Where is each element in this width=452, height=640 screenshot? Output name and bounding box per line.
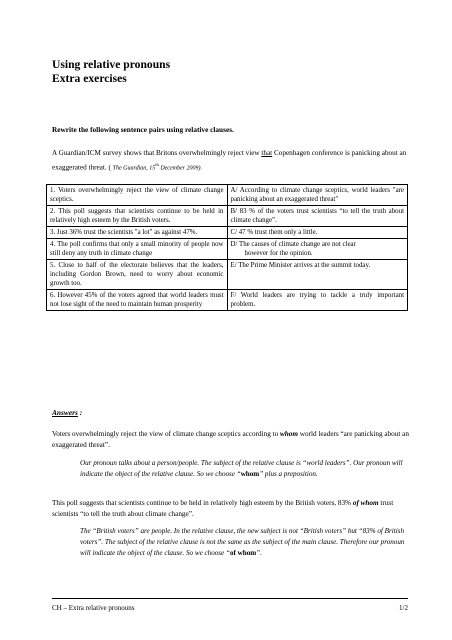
answers-heading-suffix: : bbox=[77, 408, 83, 417]
intro-date-sup: th bbox=[155, 162, 159, 167]
table-row bbox=[47, 206, 408, 227]
table-row bbox=[47, 239, 408, 260]
page-number: 1/2 bbox=[399, 604, 408, 612]
intro-date-post: December 2009). bbox=[158, 165, 202, 172]
intro-text-2: Copenhagen conference is panicking about an exaggerated threat. ( bbox=[52, 149, 407, 172]
intro-underlined: that bbox=[261, 149, 273, 157]
table-cell-right: B/ 83 % of the voters trust scientists “to tell the truth about climate change”. bbox=[227, 206, 408, 227]
table-cell-right: E/ The Prime Minister arrives at the summit today. bbox=[227, 260, 408, 290]
intro-date-pre: 15 bbox=[147, 165, 156, 172]
intro-text-1: A Guardian/ICM survey shows that Britons overwhelmingly reject view bbox=[52, 149, 262, 157]
answer-1-text-end: world leaders “are panicking about an exaggerated threat”. bbox=[52, 430, 409, 449]
table-row bbox=[47, 290, 408, 311]
intro-source: The Guardian, bbox=[112, 165, 148, 172]
answer-1-pronoun: whom bbox=[280, 430, 298, 438]
document-title: Using relative pronouns bbox=[52, 58, 171, 71]
exercise-instruction: Rewrite the following sentence pairs using relative clauses. bbox=[52, 125, 234, 134]
sentence-pairs-table bbox=[46, 184, 408, 311]
table-cell-right: F/ World leaders are trying to tackle a truly important problem. bbox=[227, 290, 408, 311]
answer-1-explanation bbox=[80, 458, 406, 480]
answer-1-text: Voters overwhelmingly reject the view of climate change sceptics according to bbox=[52, 430, 280, 438]
answer-2-text: This poll suggests that scientists continue to be held in relatively high esteem by the British voters, 83% bbox=[52, 499, 353, 507]
note-1-pronoun: whom bbox=[240, 470, 260, 478]
footer-divider bbox=[52, 598, 408, 599]
note-1-text-end: ” plus a preposition. bbox=[259, 470, 318, 478]
answer-1 bbox=[52, 429, 409, 451]
table-cell-left: 4. The poll confirms that only a small minority of people now still deny any truth in climate change bbox=[47, 239, 228, 260]
document-subtitle: Extra exercises bbox=[52, 72, 127, 85]
answer-2-text-end: trust scientists “to tell the truth about climate change”. bbox=[52, 499, 394, 518]
footer-title: CH – Extra relative pronouns bbox=[52, 604, 135, 612]
table-row bbox=[47, 260, 408, 290]
table-cell-right: A/ According to climate change sceptics, world leaders "are panicking about an exaggerated threat" bbox=[227, 185, 408, 206]
note-2-pronoun: of whom bbox=[229, 549, 257, 557]
table-cell-right bbox=[227, 239, 408, 260]
table-cell-left: 1. Voters overwhelmingly reject the view of climate change sceptics. bbox=[47, 185, 228, 206]
table-cell-left: 5. Close to half of the electorate believes that the leaders, including Gordon Brown, need to worry about economic growth too. bbox=[47, 260, 228, 290]
table-row bbox=[47, 185, 408, 206]
table-cell-right-line1: D/ The causes of climate change are not clear bbox=[230, 241, 356, 248]
answer-2-explanation bbox=[80, 526, 406, 559]
answers-heading-label: Answers bbox=[52, 408, 78, 417]
note-2-text-end: ”. bbox=[256, 549, 262, 557]
answer-2 bbox=[52, 498, 409, 520]
note-1-text: Our pronoun talks about a person/people. The subject of the relative clause is “world leaders”. Our pronoun will indicate the object of the relative clause. So we choose “ bbox=[80, 459, 403, 478]
table-cell-left: 3. Just 36% trust the scientists "a lot" as against 47%. bbox=[47, 227, 228, 239]
answers-heading bbox=[52, 408, 82, 417]
table-cell-left: 2. This poll suggests that scientists continue to be held in relatively high esteem by the British voters. bbox=[47, 206, 228, 227]
table-cell-left: 6. However 45% of the voters agreed that world leaders must not lose sight of the need to maintain human prosperity bbox=[47, 290, 228, 311]
note-2-text: The “British voters” are people. In the relative clause, the new subject is not “British voters” but “83% of British voters”. The subject of the relative clause is not the same as the subject of the main clause. Therefore our pronoun will indicate the object of the clause. So we choose “ bbox=[80, 527, 405, 557]
table-cell-right: C/ 47 % trust them only a little. bbox=[227, 227, 408, 239]
intro-paragraph bbox=[52, 148, 407, 174]
table-cell-right-line2: however for the opinion. bbox=[244, 250, 313, 257]
answer-2-pronoun: of whom bbox=[352, 499, 379, 507]
table-row bbox=[47, 227, 408, 239]
